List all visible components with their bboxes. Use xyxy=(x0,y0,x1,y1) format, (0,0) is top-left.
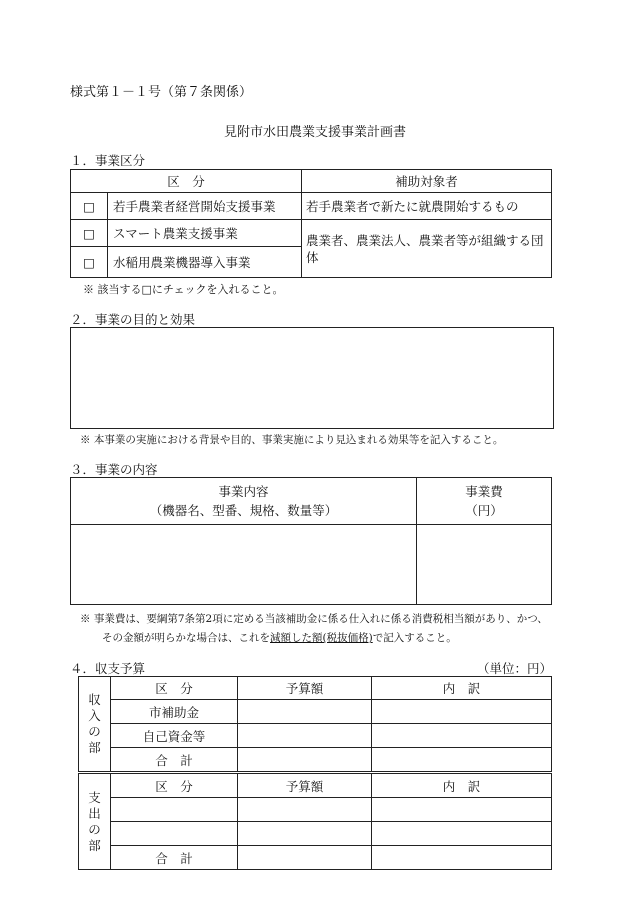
col-target-header: 補助対象者 xyxy=(302,170,552,193)
income-row-label: 合 計 xyxy=(111,748,238,772)
category-label: 若手農業者経営開始支援事業 xyxy=(108,193,302,220)
section4-heading: ４．収支予算 xyxy=(70,661,146,676)
detail-cell[interactable] xyxy=(372,798,552,822)
detail-cell[interactable] xyxy=(372,700,552,724)
category-checkbox[interactable]: □ xyxy=(71,247,108,278)
detail-cell[interactable] xyxy=(372,846,552,870)
expense-col-category: 区 分 xyxy=(111,774,238,798)
category-label: 水稲用農業機器導入事業 xyxy=(108,247,302,278)
content-header-title: 事業内容 xyxy=(218,484,269,499)
note-text-underlined: 減額した額(税抜価格) xyxy=(270,632,373,644)
section2-note: ※ 本事業の実施における背景や目的、事業実施により見込まれる効果等を記入すること。 xyxy=(80,434,504,446)
section3-heading: ３．事業の内容 xyxy=(70,462,158,477)
expense-category-cell[interactable] xyxy=(111,798,238,822)
form-number: 様式第１－１号（第７条関係） xyxy=(70,85,253,100)
purpose-effect-box[interactable] xyxy=(70,327,554,429)
expense-col-budget: 予算額 xyxy=(238,774,372,798)
expense-char: 支 xyxy=(88,789,101,805)
income-col-budget: 予算額 xyxy=(238,677,372,700)
unit-label: （単位：円） xyxy=(476,661,552,676)
income-char: 収 xyxy=(88,692,101,707)
section3-note-line2 xyxy=(102,630,457,645)
detail-cell[interactable] xyxy=(372,724,552,748)
income-row xyxy=(79,748,552,772)
cost-input-cell[interactable] xyxy=(417,525,552,605)
cost-header-unit: （円） xyxy=(465,503,503,518)
income-row xyxy=(79,700,552,724)
expense-char: の xyxy=(88,821,101,837)
budget-cell[interactable] xyxy=(238,846,372,870)
detail-cell[interactable] xyxy=(372,748,552,772)
category-row xyxy=(71,220,552,247)
income-col-category: 区 分 xyxy=(111,677,238,700)
income-char: 入 xyxy=(88,708,101,723)
expense-category-cell[interactable] xyxy=(111,822,238,846)
cost-header xyxy=(417,478,552,525)
income-char: の xyxy=(88,724,101,739)
business-category-table xyxy=(70,169,552,278)
expense-total-label: 合 計 xyxy=(111,846,238,870)
income-section-label xyxy=(79,677,111,772)
income-char: 部 xyxy=(88,740,101,755)
expense-section-label xyxy=(79,774,111,870)
document-title: 見附市水田農業支援事業計画書 xyxy=(223,125,406,140)
content-header-sub: （機器名、型番、規格、数量等） xyxy=(149,503,338,518)
category-checkbox[interactable]: □ xyxy=(71,220,108,247)
target-young-farmers: 若手農業者で新たに就農開始するもの xyxy=(302,193,552,220)
expense-col-detail: 内 訳 xyxy=(372,774,552,798)
col-category-header: 区 分 xyxy=(71,170,302,193)
expense-table xyxy=(78,773,552,870)
expense-row xyxy=(79,846,552,870)
expense-char: 部 xyxy=(88,837,101,853)
section1-heading: １．事業区分 xyxy=(70,153,146,168)
budget-cell[interactable] xyxy=(238,822,372,846)
section3-note-line1: ※ 事業費は、要綱第7条第2項に定める当該補助金に係る仕入れに係る消費税相当額があり、かつ、 xyxy=(80,613,548,625)
income-row-label: 自己資金等 xyxy=(111,724,238,748)
budget-cell[interactable] xyxy=(238,724,372,748)
income-col-detail: 内 訳 xyxy=(372,677,552,700)
note-text-c: で記入すること。 xyxy=(372,632,457,644)
budget-cell[interactable] xyxy=(238,700,372,724)
category-label: スマート農業支援事業 xyxy=(108,220,302,247)
detail-cell[interactable] xyxy=(372,822,552,846)
income-row xyxy=(79,724,552,748)
category-row xyxy=(71,193,552,220)
business-content-table xyxy=(70,477,552,605)
expense-char: 出 xyxy=(88,805,101,821)
expense-row xyxy=(79,822,552,846)
budget-cell[interactable] xyxy=(238,798,372,822)
budget-cell[interactable] xyxy=(238,748,372,772)
content-input-cell[interactable] xyxy=(71,525,417,605)
category-checkbox[interactable]: □ xyxy=(71,193,108,220)
note-text-a: その金額が明らかな場合は、これを xyxy=(102,632,270,644)
expense-row xyxy=(79,798,552,822)
content-header xyxy=(71,478,417,525)
income-table xyxy=(78,676,552,772)
income-row-label: 市補助金 xyxy=(111,700,238,724)
section2-heading: ２．事業の目的と効果 xyxy=(70,312,196,327)
section1-note: ※ 該当する□にチェックを入れること。 xyxy=(83,283,284,296)
cost-header-title: 事業費 xyxy=(465,484,503,499)
target-farmers: 農業者、農業法人、農業者等が組織する団体 xyxy=(302,220,552,278)
